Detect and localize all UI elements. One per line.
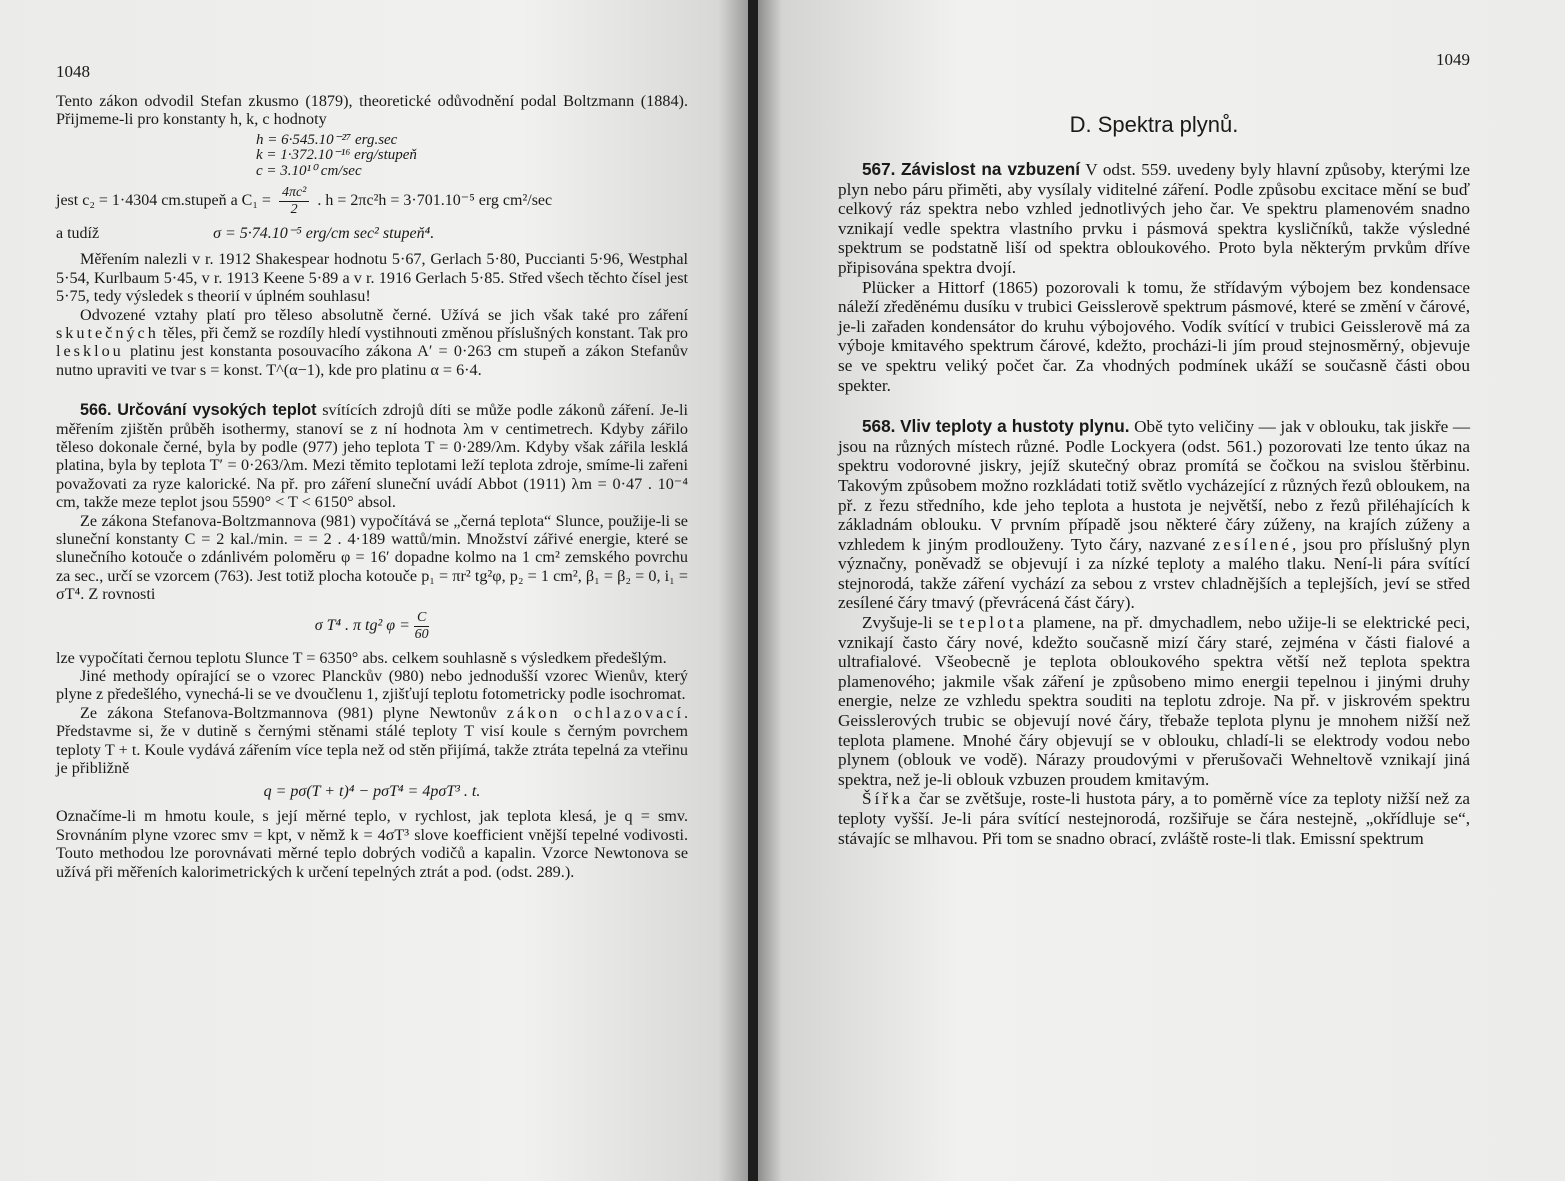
equation-left: σ T⁴ . π tg² φ = [314, 616, 410, 634]
page-number-right: 1049 [1436, 50, 1470, 69]
section-number: 566. [80, 401, 112, 420]
fraction-denominator: 60 [414, 626, 429, 642]
text-run: Odvozené vztahy platí pro těleso absolutně černé. Užívá se jich však také pro záření [80, 305, 688, 324]
section-566 [56, 401, 688, 511]
fraction-numerator: 4πc² [279, 185, 309, 202]
equation-c2-c1 [56, 185, 688, 218]
text-run: , jsou pro příslušný plyn význačny, poněvadž se objevují i za nízké teploty a malého tlaku. Není-li pára svítící stejnorodá, takže záření vychází za sebou z vrstev chladnějších a teplejších, jeví se střed zesílené čáry tmavý (převrácená část čáry). [838, 534, 1470, 613]
paragraph-lze: lze vypočítati černou teplotu Slunce T = 6350° abs. celkem souhlasně s výsledkem předešlým. [56, 648, 667, 667]
equation-rovnost [56, 610, 688, 643]
equation-suffix: . h = 2πc²h = 3·701.10⁻⁵ erg cm²/sec [317, 192, 553, 210]
fraction-denominator: 2 [290, 202, 298, 218]
section-title: D. Spektra plynů. [1069, 112, 1239, 137]
section-568 [838, 417, 1470, 613]
paragraph-oznacime: Označíme-li m hmotu koule, s její měrné teplo, v rychlost, jak teplota klesá, je q = smv. Srovnáním plyne vzorec smv = kpt, v němž k = 4σT³ slove koefficient vnější tepelné vodivosti. Touto methodou lze porovnávati měrné teplo dobrých vodičů a kapalin. Vzorce Newtonova se užívá při měřeních kalorimetrických k určení tepelných ztrát a pod. (odst. 289.). [56, 807, 688, 881]
equation-fraction [279, 185, 309, 218]
section-text: svítících zdrojů díti se může podle zákonů záření. Je-li měřením zjištěn průběh isothermy, stanoví se z ní hodnota λm v centimetrech. Kdyby zářilo těleso dokonale černé, byla by podle (977) jeho teplota T = 0·289/λm. Kdyby však zářila lesklá platina, byla by teplota T′ = 0·263/λm. Mezi těmito teplotami leží teplota zdroje, smíme-li zařeni považovati za ryze kalorické. Na př. pro záření sluneční uvádí Abbot (1911) λm = 0·47 . 10⁻⁴ cm, takže meze teplot jsou 5590° < T < 6150° absol. [56, 401, 688, 512]
section-text: V odst. 559. uvedeny byly hlavní způsoby, kterými lze plyn nebo páru přiměti, aby vysílaly viditelné záření. Podle způsobu excitace mění se buď celkový ráz spektra nebo vzhled jednotlivých jeho čar. Ve spektru plamenovém snadno vznikají vedle spektra vlastního prvku i pásmová spektra kysličníků, takže výsledné spektrum se podstatně liší od spektra obloukového. Proto byla některým prvkům dříve připisována spektra dvojí. [838, 160, 1470, 277]
paragraph-odvozene [56, 306, 688, 380]
paragraph-sirka [838, 789, 1470, 848]
page-number-left: 1048 [56, 62, 90, 81]
spaced-text: lesklou [56, 342, 124, 361]
text-run: Ze zákona Stefanova-Boltzmannova (981) plyne Newtonův [80, 703, 507, 722]
constant-h: h = 6·545.10⁻²⁷ erg.sec [256, 131, 398, 148]
section-heading: Vliv teploty a hustoty plynu. [900, 416, 1130, 437]
equation-tudiz [56, 224, 688, 244]
equation-prefix: jest c₂ = 1·4304 cm.stupeň a C₁ = [56, 192, 271, 210]
fraction-numerator: C [414, 610, 429, 627]
constant-k: k = 1·372.10⁻¹⁶ erg/stupeň [256, 147, 417, 164]
text-run: plamene, na př. dmychadlem, nebo užije-li se elektrické peci, vznikají často čáry nové, kdežto současně mizí čáry staré, zejména v části fialové a ultrafialové. Všeobecně je teplota obloukového spektra větší než teplota spektra plamenového; jakmile však záření je způsobeno mimo energii tepelnou i jinými druhy energie, nelze ze vzhledu spektra souditi na teplotu zdroje. Na př. v jiskrovém spektru Geisslerových trubic se objevují nové čáry, třebaže teplota plynu je mnohem nižší než teplota plamene. Mnohé čáry objevují se v oblouku, chladí-li se elektrody vodou nebo plynem (oblouk ve vodě). Nárazy proudovými v přerušovači Wehneltově vznikají jiná spektra, než je-li oblouk vzbuzen proudem kmitavým. [838, 613, 1471, 789]
paragraph-jine: Jiné methody opírající se o vzorec Planckův (980) nebo jednodušší vzorec Wienův, který plyne z předešlého, vynechá-li se ve dvoučlenu 1, zjišťují teplotu fotometricky podle isochromat. [56, 667, 688, 704]
left-page [0, 0, 748, 1181]
text-run: Obě tyto veličiny — jak v oblouku, tak jiskře — jsou na různých místech různé. Podle Lockyera (odst. 561.) pozorovati lze tento úkaz na spektru vodorovné jiskry, jejíž skutečný obraz promítá se čočkou na svislou štěrbinu. Takovým způsobem možno rozkládati totiž světlo vycházející z různých řezů obloukem, na př. z řezu středního, kde jeho teplota a hustota je největší, nebo z řezů přiléhajících k základnám oblouku. V prvním případě jsou některé čáry zúženy, na krajích zúženy a vzhledem k jiným prodlouženy. Tyto čáry, nazvané [838, 417, 1471, 554]
paragraph-ze-zakona: Ze zákona Stefanova-Boltzmannova (981) vypočítává se „černá teplota“ Slunce, použije-li se sluneční konstanty C = 2 kal./min. = = 2 . 4·189 wattů/min. Množství zářivé energie, které se slunečního kotouče o zdánlivém poloměru φ = 16′ dopadne kolmo na 1 cm² zemského povrchu za sec., určí se vzorcem (763). Jest totiž plocha kotouče p₁ = πr² tg²φ, p₂ = 1 cm², β₁ = β₂ = 0, i₁ = σT⁴. Z rovnosti [56, 511, 688, 604]
equation-fraction [414, 610, 429, 643]
section-567 [838, 160, 1470, 278]
spaced-text: Šířka [862, 789, 914, 809]
spaced-text: zesílené [1212, 534, 1292, 554]
spaced-text: teplota [959, 613, 1028, 633]
text-run: těles, při čemž se rozdíly hledí vystihnouti změnou příslušných konstant. Tak pro [158, 323, 688, 342]
paragraph-merenim: Měřením nalezli v r. 1912 Shakespear hodnotu 5·67, Gerlach 5·80, Puccianti 5·96, Westphal 5·54, Kurlbaum 5·45, v r. 1913 Keene 5·89 a v r. 1916 Gerlach 5·85. Střed všech těchto čísel jest 5·75, tedy výsledek s theorií v úplném souhlasu! [56, 250, 688, 306]
paragraph-plucker: Plücker a Hittorf (1865) pozorovali k tomu, že střídavým výbojem bez kondensace náleží zředěnému dusíku v trubici Geisslerově spektrum pásmové, které se změní v čárové, je-li zařaden kondensátor do kruhu výbojového. Vodík svítící v trubici Geisslerově má za výboje kmitavého spektrum čárové, kdežto, procházi-li jím proud stejnosměrný, objevuje se ve spektru veliký počet čar. Za vhodných podmínek ukáží se současně části obou spekter. [838, 277, 1470, 395]
text-run: Zvyšuje-li se [862, 613, 960, 633]
spaced-text: skutečných [56, 323, 159, 342]
text-run: . Představme si, že v dutině s černými stěnami stálé teploty T visí koule s černým povrchem teploty T + t. Koule vydává zářením více tepla než od stěn přijímá, takže ztráta tepelná za vteřinu je přibližně [56, 703, 688, 778]
paragraph-intro: Tento zákon odvodil Stefan zkusmo (1879), theoretické odůvodnění podal Boltzmann (1884). Přijmeme-li pro konstanty h, k, c hodnoty [56, 92, 688, 129]
paragraph-zvysuje [838, 613, 1470, 789]
tudiz-label: a tudíž [56, 225, 100, 243]
tudiz-value: σ = 5·74.10⁻⁵ erg/cm sec² stupeň⁴. [213, 225, 435, 243]
constant-c: c = 3.10¹⁰ cm/sec [256, 162, 362, 179]
text-run: platinu jest konstanta posouvacího zákona A′ = 0·263 cm stupeň a zákon Stefanův nutno upraviti ve tvar s = konst. T^(α−1), kde pro platinu α = 6·4. [56, 342, 688, 379]
section-heading: Závislost na vzbuzení [900, 159, 1081, 179]
paragraph-newton [56, 704, 688, 778]
equation-q: q = pσ(T + t)⁴ − pσT⁴ = 4pσT³ . t. [263, 783, 481, 801]
section-heading: Určování vysokých teplot [117, 401, 317, 420]
constants-block [256, 133, 688, 180]
text-run: čar se zvětšuje, roste-li hustota páry, a to poměrně více za teploty nižší než za teploty vyšší. Je-li pára svítící nestejnorodá, rozšiřuje se čára nestejně, „okřídluje se“, stávajíc se mlhavou. Při tom se snadno obrací, zvláště roste-li tlak. Emissní spektrum [838, 789, 1470, 848]
book-gutter [748, 0, 758, 1181]
right-page [758, 0, 1565, 1181]
spaced-text: zákon ochlazovací [506, 703, 684, 722]
section-number: 567. [862, 159, 896, 179]
section-number: 568. [862, 416, 896, 437]
